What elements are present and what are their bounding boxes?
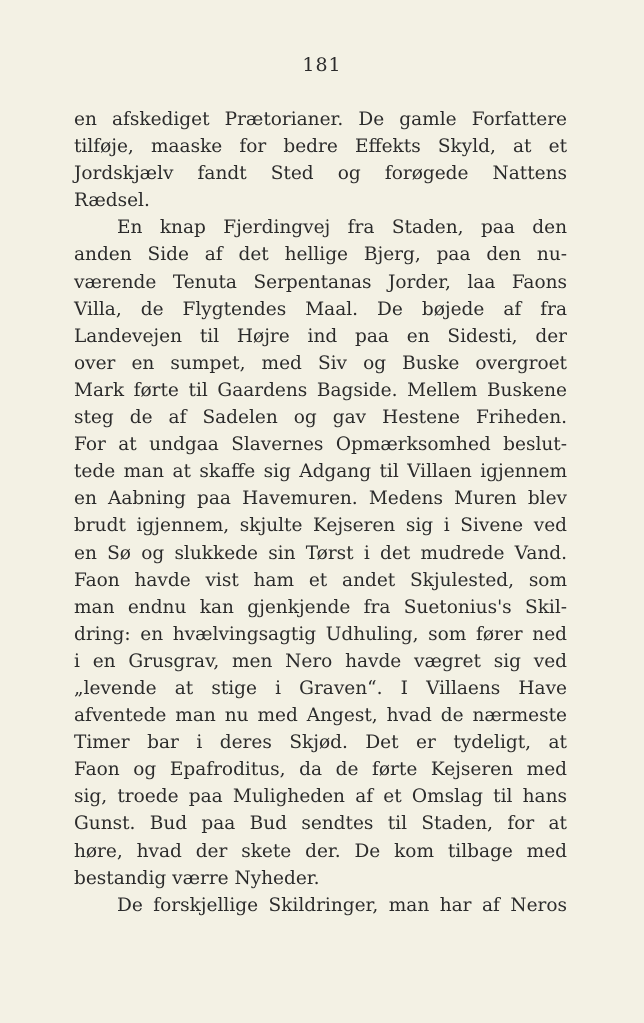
text-line: bestandig værre Nyheder. bbox=[74, 867, 320, 889]
text-line: tede man at skaffe sig Adgang til Villaen igjennem bbox=[74, 461, 567, 483]
text-line: Landevejen til Højre ind paa en Sidesti, der bbox=[74, 325, 567, 347]
text-line: sig, troede paa Muligheden af et Omslag til hans bbox=[74, 786, 567, 808]
text-line: steg de af Sadelen og gav Hestene Friheden. bbox=[74, 407, 567, 429]
text-line: i en Grusgrav, men Nero havde vægret sig ved bbox=[74, 650, 567, 672]
text-line: Faon havde vist ham et andet Skjulested, som bbox=[74, 569, 567, 591]
text-line: man endnu kan gjenkjende fra Suetonius's Skil- bbox=[74, 596, 567, 618]
text-line: Villa, de Flygtendes Maal. De bøjede af fra bbox=[74, 298, 567, 320]
text-line: høre, hvad der skete der. De kom tilbage med bbox=[74, 840, 567, 862]
text-line: Jordskjælv fandt Sted og forøgede Nattens bbox=[74, 163, 567, 185]
text-line: brudt igjennem, skjulte Kejseren sig i Sivene ved bbox=[74, 515, 567, 537]
text-line: afventede man nu med Angest, hvad de nærmeste bbox=[74, 705, 567, 727]
text-line: En knap Fjerdingvej fra Staden, paa den bbox=[117, 217, 567, 239]
text-line: Timer bar i deres Skjød. Det er tydeligt, at bbox=[74, 732, 567, 754]
text-line: anden Side af det hellige Bjerg, paa den nu- bbox=[74, 244, 567, 266]
text-line: Gunst. Bud paa Bud sendtes til Staden, for at bbox=[74, 813, 567, 835]
text-line: en Sø og slukkede sin Tørst i det mudrede Vand. bbox=[74, 542, 567, 564]
text-line: For at undgaa Slavernes Opmærksomhed beslut- bbox=[74, 434, 567, 456]
text-line: en afskediget Prætorianer. De gamle Forfattere bbox=[74, 109, 567, 130]
page-number: 181 bbox=[302, 54, 342, 76]
text-line: dring: en hvælvingsagtig Udhuling, som fører ned bbox=[74, 623, 567, 645]
text-line: Rædsel. bbox=[74, 190, 150, 212]
body-text bbox=[74, 106, 567, 919]
text-line: Faon og Epafroditus, da de førte Kejseren med bbox=[74, 759, 567, 781]
text-line: over en sumpet, med Siv og Buske overgroet bbox=[74, 352, 567, 374]
text-line: De forskjellige Skildringer, man har af Neros bbox=[117, 894, 567, 916]
text-line: Mark førte til Gaardens Bagside. Mellem Buskene bbox=[74, 379, 567, 401]
text-line: værende Tenuta Serpentanas Jorder, laa Faons bbox=[74, 271, 567, 293]
text-line: tilføje, maaske for bedre Effekts Skyld, at et bbox=[74, 136, 567, 158]
text-line: „levende at stige i Graven“. I Villaens Have bbox=[74, 677, 567, 699]
text-line: en Aabning paa Havemuren. Medens Muren blev bbox=[74, 488, 567, 510]
